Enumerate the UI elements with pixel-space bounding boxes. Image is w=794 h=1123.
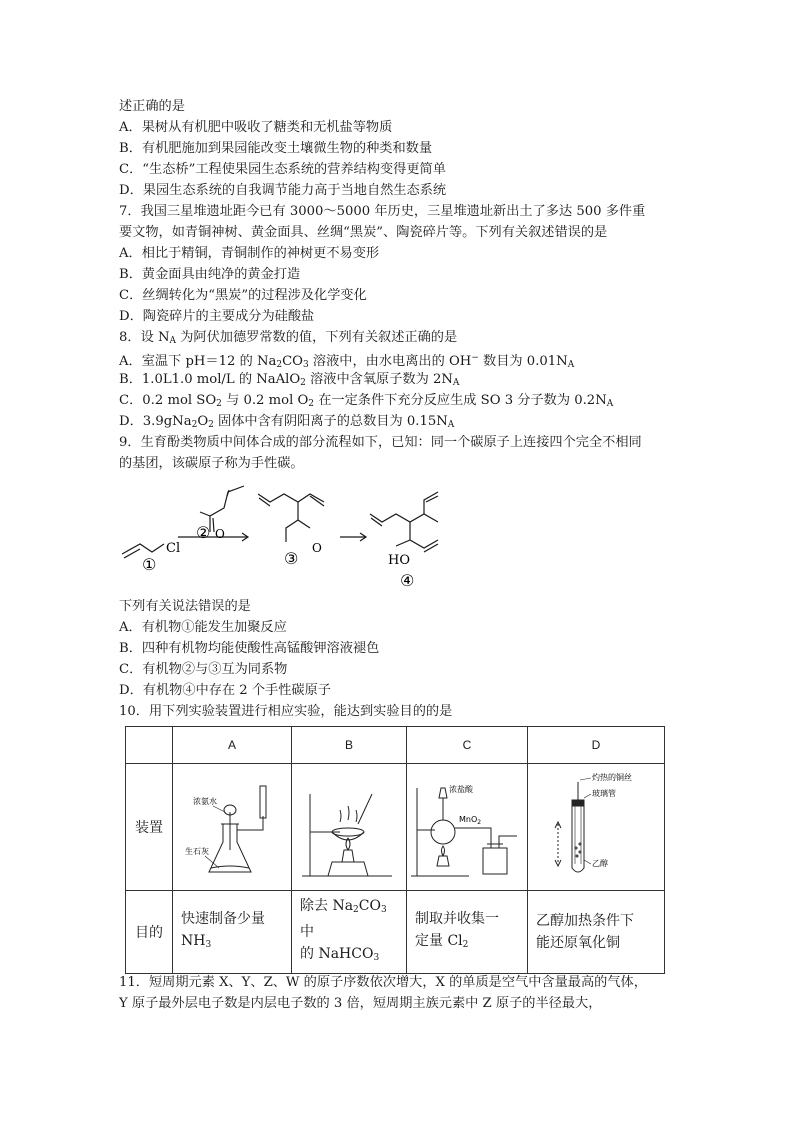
label-glass-tube: 玻璃管 xyxy=(592,789,616,798)
table-corner xyxy=(126,727,173,764)
row-label-purpose: 目的 xyxy=(126,891,173,974)
q7-option-c: C．丝绸转化为“黑炭”的过程涉及化学变化 xyxy=(119,288,367,303)
q6-option-b: B．有机肥施加到果园能改变土壤微生物的种类和数量 xyxy=(119,141,433,156)
apparatus-b-drawing xyxy=(292,764,406,886)
q9-stem-line2: 的基团，该碳原子称为手性碳。 xyxy=(119,456,304,471)
apparatus-d-drawing xyxy=(528,764,664,886)
compound-3-number: ③ xyxy=(284,549,299,568)
apparatus-a-drawing xyxy=(173,764,291,886)
header-c: C xyxy=(407,727,528,764)
q9-option-d: D．有机物④中存在 2 个手性碳原子 xyxy=(119,683,331,698)
q6-stem-tail: 述正确的是 xyxy=(119,99,185,114)
label-ammonia: 浓氨水 xyxy=(193,797,217,806)
label-mno2: MnO$_2$ xyxy=(459,815,482,826)
apparatus-c-drawing xyxy=(407,764,527,886)
q7-option-a: A．相比于精铜，青铜制作的神树更不易变形 xyxy=(119,246,380,261)
label-quicklime: 生石灰 xyxy=(185,847,209,856)
purpose-b: 除去 $Na_2CO_3$ 中 的 NaHCO$_3$ xyxy=(292,891,407,974)
compound-1-number: ① xyxy=(142,555,157,574)
q9-option-b: B．四种有机物均能使酸性高锰酸钾溶液褪色 xyxy=(119,641,380,656)
scheme-o3-label: O xyxy=(312,541,322,555)
purpose-d: 乙醇加热条件下 能还原氧化铜 xyxy=(528,891,665,974)
scheme-ho-label: HO xyxy=(388,553,410,568)
q8-option-c: C．0.2 mol $SO_2$ 与 0.2 mol $O_2$ 在一定条件下充分反应生成 SO 3 分子数为 $0.2N_A$ xyxy=(119,393,614,409)
q11-stem-line1: 11．短周期元素 X、Y、Z、W 的原子序数依次增大，X 的单质是空气中含量最高的气体， xyxy=(119,975,647,990)
q7-option-b: B．黄金面具由纯净的黄金打造 xyxy=(119,267,301,282)
q7-stem-line1: 7．我国三星堆遗址距今已有 3000～5000 年历史，三星堆遗址新出土了多达 500 多件重 xyxy=(119,204,646,219)
header-b: B xyxy=(292,727,407,764)
label-ethanol: 乙醇 xyxy=(592,859,608,868)
q10-stem: 10．用下列实验装置进行相应实验，能达到实验目的的是 xyxy=(119,704,453,719)
reaction-scheme xyxy=(118,482,478,600)
apparatus-b xyxy=(292,764,407,891)
purpose-a: 快速制备少量 $NH_3$ xyxy=(173,891,292,974)
q6-option-d: D．果园生态系统的自我调节能力高于当地自然生态系统 xyxy=(119,183,447,198)
compound-2-number: ② xyxy=(196,523,211,542)
q9-prompt: 下列有关说法错误的是 xyxy=(119,599,251,614)
q8-option-b: B．1.0L1.0 mol/L 的 NaAlO$_2$ 溶液中含氧原子数为 $2N_A$ xyxy=(119,372,460,388)
row-label-apparatus: 装置 xyxy=(126,764,173,891)
q7-option-d: D．陶瓷碎片的主要成分为硅酸盐 xyxy=(119,309,315,324)
compound-4-number: ④ xyxy=(400,571,415,590)
header-d: D xyxy=(528,727,665,764)
header-a: A xyxy=(173,727,292,764)
label-conc-hcl: 浓盐酸 xyxy=(449,785,473,794)
purpose-c: 制取并收集一 定量 $Cl_2$ xyxy=(407,891,528,974)
scheme-o2-label: O xyxy=(215,527,225,541)
q8-option-d: D．$3.9gNa_2O_2$ 固体中含有阴阳离子的总数目为 $0.15N_A$ xyxy=(119,414,455,430)
q7-stem-line2: 要文物，如青铜神树、黄金面具、丝绸“黑炭”、陶瓷碎片等。下列有关叙述错误的是 xyxy=(119,225,608,240)
label-hot-copper-wire: 灼热的铜丝 xyxy=(592,773,632,782)
q9-stem-line1: 9．生育酚类物质中间体合成的部分流程如下，已知：同一个碳原子上连接四个完全不相同 xyxy=(119,435,642,450)
q9-option-c: C．有机物②与③互为同系物 xyxy=(119,662,288,677)
q6-option-a: A．果树从有机肥中吸收了糖类和无机盐等物质 xyxy=(119,120,393,135)
apparatus-a xyxy=(173,764,292,891)
apparatus-c xyxy=(407,764,528,891)
apparatus-table xyxy=(125,726,665,974)
q9-option-a: A．有机物①能发生加聚反应 xyxy=(119,620,287,635)
q8-option-a: A．室温下 pH＝12 的 $Na_2CO_3$ 溶液中，由水电离出的 OH− 数目为 $0.01N_A$ xyxy=(119,353,575,370)
q8-stem: 8．设 $N_A$ 为阿伏加德罗常数的值，下列有关叙述正确的是 xyxy=(119,330,458,346)
apparatus-d xyxy=(528,764,665,891)
q6-option-c: C．“生态桥”工程使果园生态系统的营养结构变得更简单 xyxy=(119,162,446,177)
scheme-cl-label: Cl xyxy=(166,541,181,556)
q11-stem-line2: Y 原子最外层电子数是内层电子数的 3 倍，短周期主族元素中 Z 原子的半径最大， xyxy=(119,996,602,1011)
